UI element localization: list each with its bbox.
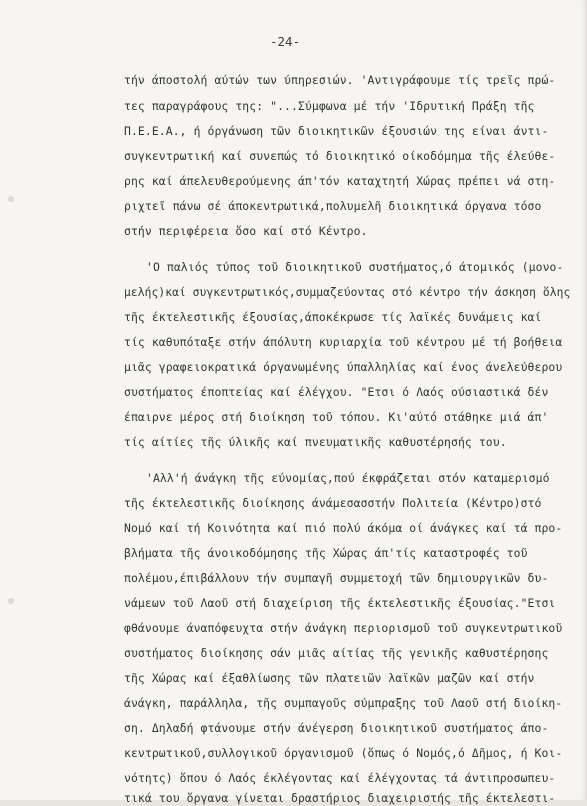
text-line: τῆς έκτελεστικῆς διοίκησης άνάμεσασστήν Πολιτεία (Κέντρο)στό (124, 496, 542, 510)
text-line: έπαιρνε μέρος στή διοίκηση τοῦ τόπου. Κι'αύτό στάθηκε μιά άπ' (124, 410, 549, 424)
text-line: Νομό καί τή Κοινότητα καί πιό πολύ άκόμα οί άνάγκες καί τά προ- (124, 521, 563, 535)
page-number: -24- (270, 34, 301, 49)
text-line: ση. Δηλαδή φτάνουμε στήν άνέγερση διοικητικοῦ συστήματος άπο- (124, 721, 549, 735)
text-line: 'Αλλ'ή άνάγκη τῆς εύνομίας,πού έκφράζεται στόν καταμερισμό (146, 471, 550, 485)
text-line: τες παραγράφους της: "...Σύμφωνα μέ τήν 'Ιδρυτική Πράξη τῆς (124, 99, 535, 113)
punch-hole (8, 196, 14, 202)
text-line: άνάγκη, παράλληλα, τῆς συμπαγοῦς σύμπραξης τοῦ Λαοῦ στή διοίκη- (124, 696, 563, 710)
text-line: πολέμου,έπιβάλλουν τήν συμπαγῆ συμμετοχή τῶν δημιουργικῶν δυ- (124, 571, 549, 585)
text-line: κεντρωτικοῦ,συλλογικοῦ όργανισμοῦ (ὅπως ό Νομός,ό Δῆμος, ή Κοι- (124, 746, 563, 760)
text-line: συγκεντρωτική καί συνεπώς τό διοικητικό οίκοδόμημα τῆς έλεύθε- (124, 149, 556, 163)
text-line: τίς καθυπόταξε στήν άπόλυτη κυριαρχία τοῦ κέντρου μέ τή βοήθεια (124, 335, 563, 349)
text-line: φθάνουμε άναπόφευχτα στήν άνάγκη περιορισμοῦ τοῦ συγκεντρωτικοῦ (124, 621, 563, 635)
text-line: βλήματα τῆς άνοικοδόμησης τῆς Χώρας άπ'τίς καταστροφές τοῦ (124, 546, 528, 560)
text-line: μελής)καί συγκεντρωτικός,συμμαζεύοντας στό κέντρο τήν άσκηση ὅλης (124, 285, 571, 299)
text-line: τῆς Χώρας καί έξαθλίωσης τῶν πλατειῶν λαϊκῶν μαζῶν καί στήν (124, 671, 535, 685)
text-line: τίς αίτίες τῆς ύλικῆς καί πνευματικῆς καθυστέρησής του. (124, 435, 507, 449)
text-line: νάμεων τοῦ Λαοῦ στή διαχείριση τῆς έκτελεστικῆς έξουσίας."Ετσι (124, 596, 556, 610)
text-line: ριχτεῖ πάνω σέ άποκεντρωτικά,πολυμελῆ διοικητικά όργανα τόσο (124, 199, 542, 213)
text-line: 'Ο παλιός τύπος τοῦ διοικητικοῦ συστήματος,ό άτομικός (μονο- (146, 260, 564, 274)
punch-hole (8, 598, 14, 604)
text-line: συστήματος έποπτείας καί έλέγχου. "Ετσι ό Λαός ούσιαστικά δέν (124, 385, 549, 399)
text-line: τῆς έκτελεστικῆς έξουσίας,άποκέκρωσε τίς λαϊκές δυνάμεις καί (124, 310, 542, 324)
text-line: ρης καί άπελευθερούμενης άπ'τόν καταχτητή Χώρας πρέπει νά στη- (124, 174, 556, 188)
text-line: τικά του ὅργανα γίνεται δραστήριος διαχειριστής τῆς έκτελεστι- (124, 791, 556, 805)
text-line: στήν περιφέρεια ὅσο καί στό Κέντρο. (124, 224, 368, 238)
text-line: μιᾶς γραφειοκρατικά όργανωμένης ύπαλληλίας καί ένος άνελεύθερου (124, 360, 563, 374)
text-line: Π.Ε.Ε.Α., ή όργάνωση τῶν διοικητικῶν έξουσιών της είναι άντι- (124, 124, 549, 138)
text-line: συστήματος διοίκησης σάν μιᾶς αίτίας τῆς γενικῆς καθυστέρησης (124, 646, 549, 660)
text-line: τήν άποστολή αύτών των ύπηρεσιών. 'Αντιγράφουμε τίς τρεῖς πρώ- (124, 73, 556, 87)
text-line: νότητς) ὅπου ό Λαός έκλέγοντας καί έλέγχοντας τά άντιπροσωπευ- (124, 771, 556, 785)
